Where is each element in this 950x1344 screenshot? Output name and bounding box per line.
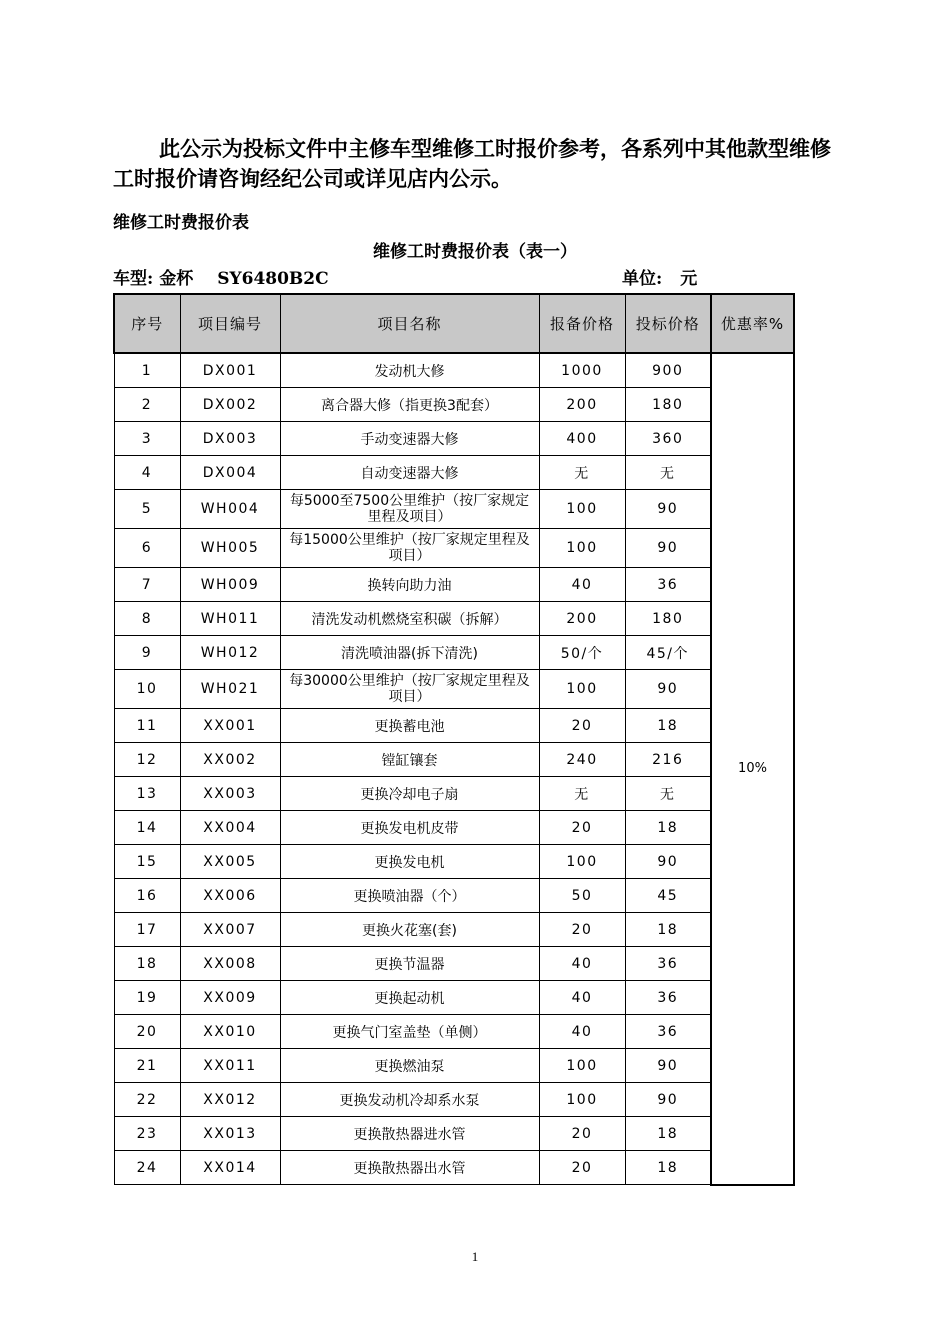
cell-name: 更换发动机冷却系水泵 bbox=[280, 1083, 539, 1117]
cell-name: 每5000至7500公里维护（按厂家规定里程及项目） bbox=[280, 490, 539, 529]
cell-code: WH011 bbox=[180, 602, 280, 636]
cell-no: 15 bbox=[114, 845, 180, 879]
cell-name: 更换气门室盖垫（单侧） bbox=[280, 1015, 539, 1049]
cell-no: 5 bbox=[114, 490, 180, 529]
cell-name: 更换燃油泵 bbox=[280, 1049, 539, 1083]
cell-filed-price: 100 bbox=[539, 490, 625, 529]
cell-bid-price: 900 bbox=[625, 353, 711, 388]
cell-bid-price: 36 bbox=[625, 947, 711, 981]
cell-code: DX002 bbox=[180, 388, 280, 422]
cell-code: XX001 bbox=[180, 709, 280, 743]
cell-no: 7 bbox=[114, 568, 180, 602]
table-row bbox=[114, 1151, 794, 1185]
cell-code: XX012 bbox=[180, 1083, 280, 1117]
cell-bid-price: 90 bbox=[625, 1049, 711, 1083]
unit-value: 元 bbox=[680, 269, 698, 289]
cell-filed-price: 20 bbox=[539, 811, 625, 845]
cell-filed-price: 40 bbox=[539, 1015, 625, 1049]
cell-name: 更换发电机皮带 bbox=[280, 811, 539, 845]
cell-name: 更换冷却电子扇 bbox=[280, 777, 539, 811]
cell-bid-price: 18 bbox=[625, 913, 711, 947]
cell-code: XX011 bbox=[180, 1049, 280, 1083]
table-row bbox=[114, 422, 794, 456]
table-title: 维修工时费报价表（表一） bbox=[373, 242, 577, 262]
cell-code: WH021 bbox=[180, 670, 280, 709]
cell-bid-price: 90 bbox=[625, 490, 711, 529]
intro-paragraph: 此公示为投标文件中主修车型维修工时报价参考，各系列中其他款型维修工时报价请咨询经纪公司或详见店内公示。 bbox=[113, 136, 831, 191]
cell-no: 20 bbox=[114, 1015, 180, 1049]
cell-discount: 10% bbox=[711, 353, 794, 1185]
cell-filed-price: 20 bbox=[539, 1117, 625, 1151]
cell-no: 2 bbox=[114, 388, 180, 422]
cell-code: XX009 bbox=[180, 981, 280, 1015]
cell-name: 清洗喷油器(拆下清洗) bbox=[280, 636, 539, 670]
cell-no: 13 bbox=[114, 777, 180, 811]
cell-no: 6 bbox=[114, 529, 180, 568]
cell-code: XX008 bbox=[180, 947, 280, 981]
cell-bid-price: 90 bbox=[625, 845, 711, 879]
cell-bid-price: 无 bbox=[625, 777, 711, 811]
cell-bid-price: 90 bbox=[625, 1083, 711, 1117]
cell-name: 清洗发动机燃烧室积碳（拆解） bbox=[280, 602, 539, 636]
cell-filed-price: 100 bbox=[539, 1083, 625, 1117]
cell-name: 更换发电机 bbox=[280, 845, 539, 879]
cell-name: 更换火花塞(套) bbox=[280, 913, 539, 947]
cell-no: 12 bbox=[114, 743, 180, 777]
model-label: 车型: 金杯 bbox=[113, 269, 194, 289]
table-row bbox=[114, 879, 794, 913]
cell-no: 3 bbox=[114, 422, 180, 456]
header-no: 序号 bbox=[114, 294, 180, 353]
cell-bid-price: 45 bbox=[625, 879, 711, 913]
table-row bbox=[114, 1083, 794, 1117]
cell-name: 更换散热器出水管 bbox=[280, 1151, 539, 1185]
cell-bid-price: 216 bbox=[625, 743, 711, 777]
cell-code: WH012 bbox=[180, 636, 280, 670]
cell-code: DX004 bbox=[180, 456, 280, 490]
cell-filed-price: 100 bbox=[539, 845, 625, 879]
cell-name: 更换起动机 bbox=[280, 981, 539, 1015]
cell-no: 21 bbox=[114, 1049, 180, 1083]
cell-name: 每15000公里维护（按厂家规定里程及项目） bbox=[280, 529, 539, 568]
cell-filed-price: 50 bbox=[539, 879, 625, 913]
header-discount: 优惠率% bbox=[711, 294, 794, 353]
section-title: 维修工时费报价表 bbox=[113, 213, 249, 233]
cell-name: 更换喷油器（个） bbox=[280, 879, 539, 913]
cell-no: 1 bbox=[114, 353, 180, 388]
cell-code: XX003 bbox=[180, 777, 280, 811]
table-row bbox=[114, 353, 794, 388]
cell-code: WH009 bbox=[180, 568, 280, 602]
cell-filed-price: 20 bbox=[539, 913, 625, 947]
model-value: SY6480B2C bbox=[217, 269, 329, 289]
table-row bbox=[114, 777, 794, 811]
cell-bid-price: 18 bbox=[625, 709, 711, 743]
cell-no: 11 bbox=[114, 709, 180, 743]
cell-code: XX004 bbox=[180, 811, 280, 845]
cell-filed-price: 100 bbox=[539, 529, 625, 568]
cell-no: 9 bbox=[114, 636, 180, 670]
table-row bbox=[114, 743, 794, 777]
cell-code: XX013 bbox=[180, 1117, 280, 1151]
cell-filed-price: 200 bbox=[539, 388, 625, 422]
cell-code: XX010 bbox=[180, 1015, 280, 1049]
header-bid-price: 投标价格 bbox=[625, 294, 711, 353]
cell-bid-price: 90 bbox=[625, 670, 711, 709]
table-row bbox=[114, 388, 794, 422]
table-row bbox=[114, 670, 794, 709]
cell-filed-price: 400 bbox=[539, 422, 625, 456]
cell-bid-price: 18 bbox=[625, 1151, 711, 1185]
cell-name: 每30000公里维护（按厂家规定里程及项目） bbox=[280, 670, 539, 709]
cell-code: XX005 bbox=[180, 845, 280, 879]
cell-no: 14 bbox=[114, 811, 180, 845]
labor-price-table bbox=[113, 293, 795, 1186]
cell-code: XX002 bbox=[180, 743, 280, 777]
cell-code: DX003 bbox=[180, 422, 280, 456]
cell-name: 换转向助力油 bbox=[280, 568, 539, 602]
cell-name: 离合器大修（指更换3配套） bbox=[280, 388, 539, 422]
cell-name: 手动变速器大修 bbox=[280, 422, 539, 456]
cell-bid-price: 无 bbox=[625, 456, 711, 490]
cell-filed-price: 200 bbox=[539, 602, 625, 636]
unit-line bbox=[622, 264, 697, 289]
cell-filed-price: 20 bbox=[539, 1151, 625, 1185]
cell-filed-price: 40 bbox=[539, 981, 625, 1015]
cell-bid-price: 180 bbox=[625, 602, 711, 636]
cell-no: 18 bbox=[114, 947, 180, 981]
table-row bbox=[114, 811, 794, 845]
unit-label: 单位: bbox=[622, 269, 663, 289]
table-row bbox=[114, 636, 794, 670]
table-row bbox=[114, 1015, 794, 1049]
table-row bbox=[114, 529, 794, 568]
cell-bid-price: 90 bbox=[625, 529, 711, 568]
cell-name: 镗缸镶套 bbox=[280, 743, 539, 777]
cell-filed-price: 1000 bbox=[539, 353, 625, 388]
table-row bbox=[114, 947, 794, 981]
vehicle-model-line bbox=[113, 264, 329, 289]
cell-code: DX001 bbox=[180, 353, 280, 388]
cell-bid-price: 36 bbox=[625, 981, 711, 1015]
cell-bid-price: 45/个 bbox=[625, 636, 711, 670]
cell-filed-price: 240 bbox=[539, 743, 625, 777]
cell-code: XX006 bbox=[180, 879, 280, 913]
cell-filed-price: 20 bbox=[539, 709, 625, 743]
table-header-row bbox=[114, 294, 794, 353]
cell-bid-price: 360 bbox=[625, 422, 711, 456]
cell-bid-price: 18 bbox=[625, 811, 711, 845]
table-row bbox=[114, 913, 794, 947]
table-row bbox=[114, 845, 794, 879]
page-number: 1 bbox=[471, 1249, 479, 1264]
cell-filed-price: 无 bbox=[539, 777, 625, 811]
cell-name: 更换蓄电池 bbox=[280, 709, 539, 743]
cell-bid-price: 36 bbox=[625, 1015, 711, 1049]
cell-code: XX007 bbox=[180, 913, 280, 947]
cell-name: 更换散热器进水管 bbox=[280, 1117, 539, 1151]
cell-no: 23 bbox=[114, 1117, 180, 1151]
cell-code: WH004 bbox=[180, 490, 280, 529]
table-row bbox=[114, 981, 794, 1015]
cell-filed-price: 无 bbox=[539, 456, 625, 490]
cell-bid-price: 18 bbox=[625, 1117, 711, 1151]
cell-code: XX014 bbox=[180, 1151, 280, 1185]
cell-filed-price: 40 bbox=[539, 568, 625, 602]
cell-filed-price: 100 bbox=[539, 670, 625, 709]
table-row bbox=[114, 709, 794, 743]
table-row bbox=[114, 1049, 794, 1083]
table-row bbox=[114, 568, 794, 602]
cell-name: 更换节温器 bbox=[280, 947, 539, 981]
cell-bid-price: 180 bbox=[625, 388, 711, 422]
table-row bbox=[114, 1117, 794, 1151]
cell-name: 自动变速器大修 bbox=[280, 456, 539, 490]
cell-filed-price: 50/个 bbox=[539, 636, 625, 670]
cell-no: 16 bbox=[114, 879, 180, 913]
cell-no: 22 bbox=[114, 1083, 180, 1117]
table-row bbox=[114, 456, 794, 490]
cell-no: 8 bbox=[114, 602, 180, 636]
header-code: 项目编号 bbox=[180, 294, 280, 353]
header-filed-price: 报备价格 bbox=[539, 294, 625, 353]
cell-no: 24 bbox=[114, 1151, 180, 1185]
cell-no: 17 bbox=[114, 913, 180, 947]
cell-no: 19 bbox=[114, 981, 180, 1015]
cell-filed-price: 100 bbox=[539, 1049, 625, 1083]
table-row bbox=[114, 490, 794, 529]
table-row bbox=[114, 602, 794, 636]
cell-name: 发动机大修 bbox=[280, 353, 539, 388]
cell-code: WH005 bbox=[180, 529, 280, 568]
header-name: 项目名称 bbox=[280, 294, 539, 353]
cell-no: 4 bbox=[114, 456, 180, 490]
table-body bbox=[114, 353, 794, 1185]
cell-no: 10 bbox=[114, 670, 180, 709]
cell-bid-price: 36 bbox=[625, 568, 711, 602]
cell-filed-price: 40 bbox=[539, 947, 625, 981]
